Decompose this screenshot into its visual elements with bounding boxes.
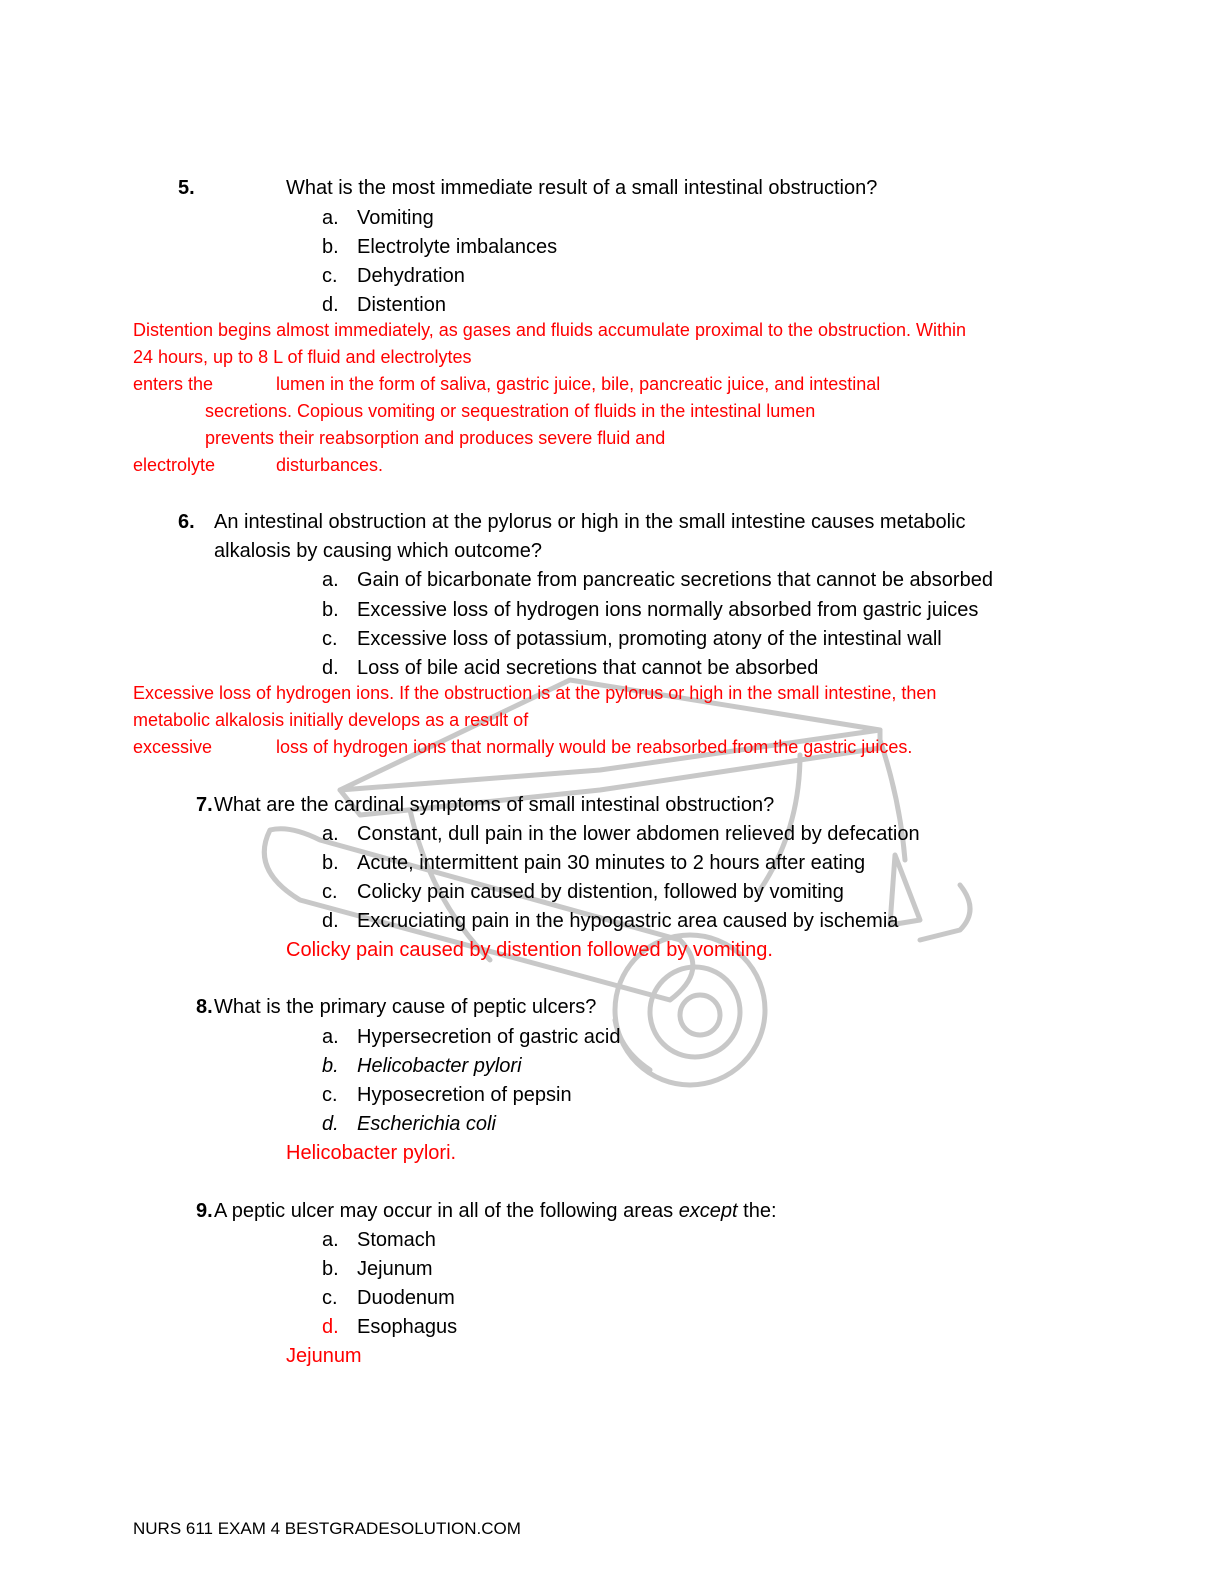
rationale-line: enters the <box>133 374 214 394</box>
rationale-line: excessive <box>133 737 213 757</box>
rationale-line: metabolic alkalosis initially develops as a result of <box>133 710 529 730</box>
rationale-line: secretions. Copious vomiting or sequestration of fluids in the intestinal lumen <box>205 401 816 421</box>
option-letter: b. <box>322 852 339 874</box>
question-stem: An intestinal obstruction at the pylorus or high in the small intestine causes metabolic <box>214 511 966 533</box>
option-letter: d. <box>322 910 339 932</box>
option-text: Escherichia coli <box>357 1113 496 1135</box>
rationale-line: Excessive loss of hydrogen ions. If the obstruction is at the pylorus or high in the small intestine, then <box>133 683 937 703</box>
stem-part: A peptic ulcer may occur in all of the following areas <box>214 1200 679 1222</box>
option-letter: a. <box>322 207 339 229</box>
option-letter: b. <box>322 1055 339 1077</box>
answer-text: Colicky pain caused by distention followed by vomiting. <box>286 939 773 961</box>
option-text: Acute, intermittent pain 30 minutes to 2 hours after eating <box>357 852 866 874</box>
rationale-line: electrolyte <box>133 455 216 475</box>
question-number: 7. <box>196 794 213 816</box>
option-text: Stomach <box>357 1229 436 1251</box>
option-letter: d. <box>322 294 339 316</box>
option-letter: a. <box>322 823 339 845</box>
rationale-line: 24 hours, up to 8 L of fluid and electrolytes <box>133 347 472 367</box>
option-text: Duodenum <box>357 1287 455 1309</box>
question-number: 8. <box>196 996 213 1018</box>
option-text: Vomiting <box>357 207 434 229</box>
question-stem: alkalosis by causing which outcome? <box>214 540 542 562</box>
question-number: 6. <box>178 511 195 533</box>
question-number: 5. <box>178 177 195 199</box>
option-letter: a. <box>322 1026 339 1048</box>
option-text: Helicobacter pylori <box>357 1055 522 1077</box>
option-text: Electrolyte imbalances <box>357 236 558 258</box>
rationale-line: lumen in the form of saliva, gastric juice, bile, pancreatic juice, and intestinal <box>276 374 881 394</box>
stem-emphasis: except <box>678 1200 738 1222</box>
rationale-line: prevents their reabsorption and produces severe fluid and <box>205 428 666 448</box>
question-stem: What is the most immediate result of a small intestinal obstruction? <box>286 177 878 199</box>
option-letter: d. <box>322 1316 339 1338</box>
option-text: Jejunum <box>357 1258 433 1280</box>
option-letter: c. <box>322 1287 338 1309</box>
option-text: Distention <box>357 294 446 316</box>
option-text: Colicky pain caused by distention, followed by vomiting <box>357 881 844 903</box>
question-stem: What are the cardinal symptoms of small intestinal obstruction? <box>214 794 775 816</box>
option-text: Gain of bicarbonate from pancreatic secretions that cannot be absorbed <box>357 569 993 591</box>
question-stem <box>214 1201 777 1221</box>
question-number: 9. <box>196 1200 213 1222</box>
question-stem: What is the primary cause of peptic ulcers? <box>214 996 597 1018</box>
rationale-line: loss of hydrogen ions that normally would be reabsorbed from the gastric juices. <box>276 737 913 757</box>
answer-text: Helicobacter pylori. <box>286 1142 457 1164</box>
option-text: Loss of bile acid secretions that cannot be absorbed <box>357 657 819 679</box>
option-text: Excruciating pain in the hypogastric area caused by ischemia <box>357 910 899 932</box>
option-text: Excessive loss of hydrogen ions normally absorbed from gastric juices <box>357 599 979 621</box>
answer-text: Jejunum <box>286 1345 362 1367</box>
option-letter: a. <box>322 1229 339 1251</box>
option-letter: c. <box>322 881 338 903</box>
option-text: Hyposecretion of pepsin <box>357 1084 572 1106</box>
option-letter: d. <box>322 1113 339 1135</box>
option-text: Excessive loss of potassium, promoting atony of the intestinal wall <box>357 628 942 650</box>
option-text: Esophagus <box>357 1316 458 1338</box>
rationale-line: disturbances. <box>276 455 384 475</box>
rationale-line: Distention begins almost immediately, as gases and fluids accumulate proximal to the obstruction. Within <box>133 320 967 340</box>
option-text: Constant, dull pain in the lower abdomen relieved by defecation <box>357 823 920 845</box>
option-letter: c. <box>322 1084 338 1106</box>
option-letter: b. <box>322 599 339 621</box>
option-letter: c. <box>322 265 338 287</box>
option-text: Hypersecretion of gastric acid <box>357 1026 621 1048</box>
option-text: Dehydration <box>357 265 465 287</box>
stem-part: the: <box>737 1200 777 1222</box>
page-footer: NURS 611 EXAM 4 BESTGRADESOLUTION.COM <box>133 1519 521 1538</box>
option-letter: b. <box>322 1258 339 1280</box>
option-letter: b. <box>322 236 339 258</box>
option-letter: a. <box>322 569 339 591</box>
option-letter: c. <box>322 628 338 650</box>
option-letter: d. <box>322 657 339 679</box>
